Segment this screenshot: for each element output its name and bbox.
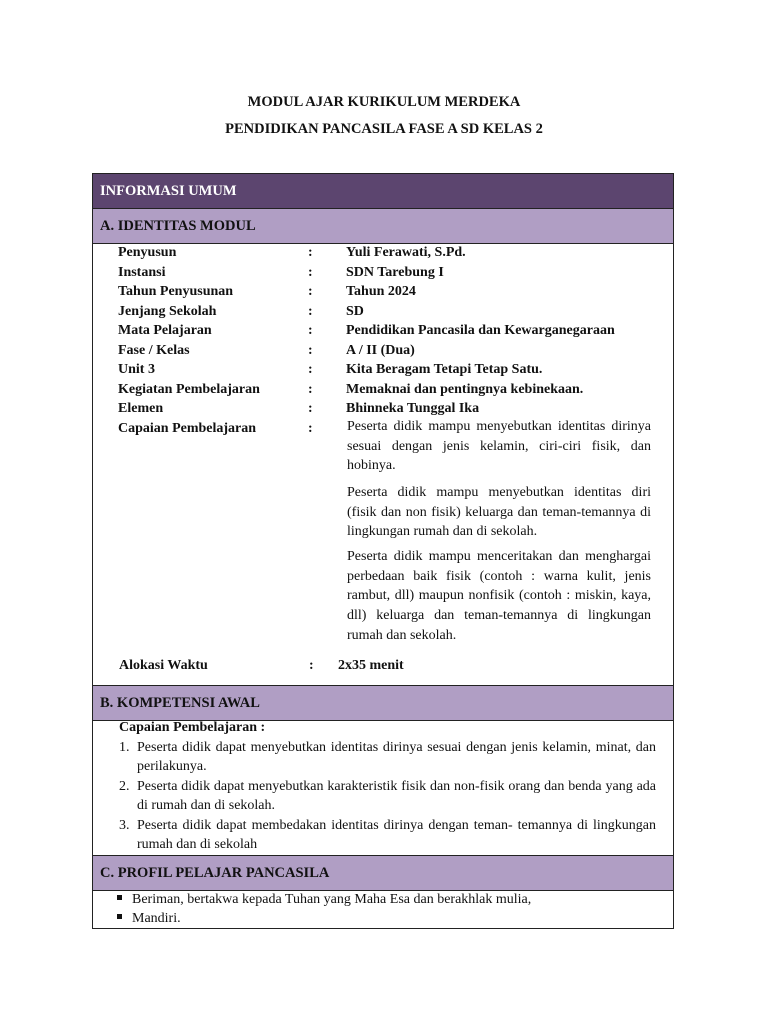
identity-value: Kita Beragam Tetapi Tetap Satu. <box>346 362 543 377</box>
list-item <box>119 738 656 777</box>
identity-colon: : <box>308 264 313 280</box>
identity-colon: : <box>308 284 313 299</box>
list-item-number: 1. <box>119 740 130 755</box>
list-item-text: Peserta didik dapat membedakan identitas dirinya dengan teman- temannya di lingkungan rumah dan di sekolah <box>137 818 656 853</box>
identity-colon: : <box>308 303 313 319</box>
identity-value: Memaknai dan pentingnya kebinekaan. <box>346 381 584 397</box>
identity-value: Tahun 2024 <box>346 284 416 299</box>
identity-label: Elemen <box>118 401 164 416</box>
capaian-paragraph-3: Peserta didik mampu menceritakan dan menghargai perbedaan baik fisik (contoh : warna kulit, jenis rambut, dll) maupun nonfisik (contoh : miskin, kaya, dll) keluarga dan teman-temannya di lingkungan rumah dan sekolah. <box>347 549 651 643</box>
identity-colon: : <box>308 401 313 416</box>
alokasi-value: 2x35 menit <box>338 658 404 673</box>
identity-value: Pendidikan Pancasila dan Kewarganegaraan <box>346 323 615 338</box>
bullet-icon <box>117 895 122 900</box>
list-item <box>119 777 656 816</box>
alokasi-colon: : <box>309 658 314 673</box>
list-item-number: 3. <box>119 818 130 833</box>
identity-colon: : <box>308 342 313 358</box>
identity-label: Unit 3 <box>118 362 155 377</box>
identity-label: Tahun Penyusunan <box>118 284 234 299</box>
module-table <box>92 173 674 929</box>
identity-value: SDN Tarebung I <box>346 264 444 280</box>
capaian-paragraph-1: Peserta didik mampu menyebutkan identitas dirinya sesuai dengan jenis kelamin, ciri-ciri fisik, dan hobinya. <box>347 419 651 474</box>
profil-item-text: Mandiri. <box>132 911 181 926</box>
section-header-identitas-modul: A. IDENTITAS MODUL <box>93 209 673 244</box>
kompetensi-heading: Capaian Pembelajaran : <box>119 720 266 735</box>
bullet-icon <box>117 914 122 919</box>
section-header-profil-pelajar: C. PROFIL PELAJAR PANCASILA <box>93 855 673 891</box>
list-item-text: Peserta didik dapat menyebutkan identitas dirinya sesuai dengan jenis kelamin, minat, dan perilakunya. <box>137 740 656 775</box>
identity-label: Fase / Kelas <box>118 342 190 358</box>
identity-label: Penyusun <box>118 245 177 260</box>
list-item <box>119 816 656 855</box>
capaian-paragraph-2: Peserta didik mampu menyebutkan identitas diri (fisik dan non fisik) keluarga dan teman-temannya di lingkungan rumah dan di sekolah. <box>347 485 651 540</box>
identity-colon: : <box>308 420 313 436</box>
document-subtitle: PENDIDIKAN PANCASILA FASE A SD KELAS 2 <box>225 121 543 137</box>
identity-label: Kegiatan Pembelajaran <box>118 381 260 397</box>
identity-colon: : <box>308 362 313 377</box>
profil-item-text: Beriman, bertakwa kepada Tuhan yang Maha Esa dan berakhlak mulia, <box>132 892 532 907</box>
list-item-number: 2. <box>119 779 130 794</box>
identity-colon: : <box>308 245 313 260</box>
identity-label: Mata Pelajaran <box>118 323 212 338</box>
alokasi-label: Alokasi Waktu <box>119 658 208 673</box>
identity-value: SD <box>346 303 364 319</box>
identity-label: Capaian Pembelajaran <box>118 420 257 436</box>
section-header-kompetensi-awal: B. KOMPETENSI AWAL <box>93 685 673 721</box>
profil-list-item <box>117 890 531 909</box>
identity-value: Bhinneka Tunggal Ika <box>346 401 480 416</box>
identity-value: A / II (Dua) <box>346 342 415 358</box>
section-header-informasi-umum: INFORMASI UMUM <box>93 174 673 209</box>
identity-value: Yuli Ferawati, S.Pd. <box>346 245 466 260</box>
identity-colon: : <box>308 323 313 338</box>
document-title: MODUL AJAR KURIKULUM MERDEKA <box>247 94 521 110</box>
identity-label: Jenjang Sekolah <box>118 303 217 319</box>
identity-colon: : <box>308 381 313 397</box>
list-item-text: Peserta didik dapat menyebutkan karakteristik fisik dan non-fisik orang dan benda yang ada di rumah dan di sekolah. <box>137 779 656 814</box>
profil-list-item <box>117 909 181 928</box>
identity-label: Instansi <box>118 264 166 280</box>
